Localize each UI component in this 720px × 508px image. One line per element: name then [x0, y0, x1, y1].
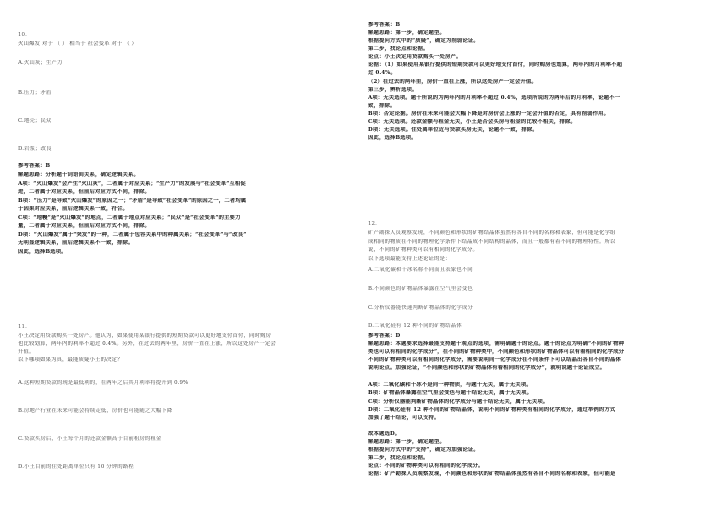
- question-11-option-c[interactable]: C.贷款买房后，小王每个月的还款金额高于目前租房的租金: [18, 436, 162, 442]
- question-10-option-c[interactable]: C.地壳；民众: [18, 118, 52, 124]
- analysis-line: 论点：小王决定用贷款购买一处房产。: [368, 54, 462, 60]
- analysis-line: B项：“压力”是导致“火山爆发”的原因之一；“矛盾”是导致“社会变革”的原因之一，二者均属: [18, 198, 247, 204]
- left-column: [18, 0, 338, 508]
- analysis-line: D项：“火山爆发”属于“突发”的一种，二者属于包容关系中的种属关系；“社会变革”与“改良”: [18, 232, 247, 238]
- analysis-line: 故本题选D。: [368, 431, 401, 437]
- analysis-line: 根据提问方式中的“质疑”，确定为削弱论证。: [368, 38, 479, 44]
- question-12-stem-line: 成相同的物质在不同的物理化学条件下结晶成不同结构的晶体，而且一般都有着不同的物理特性。所以: [368, 239, 616, 245]
- analysis-line: C项：无关选项。还款金额与租金无关，小王是否会买房与租金的比较不相关，排除。: [368, 119, 576, 125]
- analysis-line: B项：否定论据。房价在未来可能会大幅下降是对房价会上涨的一定会升值的否定，具有削弱作用。: [368, 111, 610, 117]
- analysis-line: D项：无关选项。住处离单位近与贷款买房无关，论题不一致，排除。: [368, 127, 538, 133]
- question-11-stem-line: 小王决定用贷款购买一处房产。他认为，如果使用某银行提供的短期贷款可以更好地支付首付，同时购房: [18, 333, 271, 339]
- question-12-option-c[interactable]: C.分析仪器能快速判断矿物晶体的化学成分: [368, 305, 473, 311]
- question-11-option-d[interactable]: D.小王目前的住处距离单位只有 10 分钟的路程: [18, 464, 134, 470]
- question-10-answer-right: 参考答案：B: [368, 22, 401, 28]
- question-12-option-a[interactable]: A.二氧化碳和干冰名称不同而且表象也不同: [368, 267, 473, 273]
- analysis-line: 加强了题干结论，可以支持。: [368, 415, 440, 421]
- question-11-number: 11.: [18, 324, 27, 330]
- analysis-line: 解题思路：分析题干词语间关系，确定逻辑关系。: [18, 172, 139, 178]
- question-12-option-b[interactable]: B.不同颜色的矿物晶体暴露在空气里会变色: [368, 286, 473, 292]
- question-12-answer: 参考答案：D: [368, 333, 401, 339]
- analysis-line: A项：无关选项。题干所说的为两年内的月利率不超过 0.4%，选项所说的为两年后的月利率，论题不一: [368, 95, 621, 101]
- analysis-line: 论据：（1）如果使用某银行提供的短期贷款可以更好地支付首付，同时购房也划算，两年内的月利率不超: [368, 62, 623, 68]
- question-10-number: 10.: [18, 32, 27, 38]
- analysis-line: 说明论点。加强论证，“不同颜色和形状的矿物晶体有着相同的化学成分”，就明说题干论证成立。: [368, 365, 606, 371]
- question-11-option-a[interactable]: A.这种短期贷款的现是最低利的，在两年之后其月利率将提升到 0.9%: [18, 380, 189, 386]
- question-10-option-b[interactable]: B.压力；矛盾: [18, 90, 52, 96]
- question-12-number: 12.: [368, 221, 377, 227]
- analysis-line: 解题思路：第一步，确定题型。: [368, 30, 445, 36]
- analysis-line: 论据：矿产勘探人员观察发现，不同颜色和形状的矿物结晶体虽然有各自不同的名称和表象，但可能是: [368, 471, 616, 477]
- analysis-line: D项：二氧化硅有 12 种不同的矿物结晶体，说明不同的矿物种类有相同的化学成分，通过举例的方式: [368, 407, 616, 413]
- analysis-line: （2）在过去的两年里，房价一直在上涨，所以这处房产一定会升值。: [368, 79, 537, 85]
- question-12-stem-line: 说，不同的矿物种类可以有相同的化学成分。: [368, 247, 478, 253]
- question-11-stem-line: 升值。: [18, 349, 35, 355]
- analysis-line: 过 0.4%。: [368, 70, 396, 76]
- analysis-line: C项：分析仪器能判断矿物晶体的化学成分与题干结论无关，属于无关项。: [368, 399, 549, 405]
- analysis-line: B项：矿物晶体暴露在空气里会变色与题干结论无关，属于无关项。: [368, 390, 533, 396]
- analysis-line: 无明显逻辑关系，前后逻辑关系不一致，排除。: [18, 240, 134, 246]
- analysis-line: A项：二氧化碳和干冰不是同一种物质，与题干无关，属于无关项。: [368, 382, 532, 388]
- analysis-line: 类也可以有相同的化学成分”，在不同的矿物种类中，不同颜色和形状的矿物晶体可以有着相同的化学成分: [368, 349, 625, 355]
- question-11-option-b[interactable]: B.房地产行业在未来可能会持续走低，房价也可能随之大幅下降: [18, 408, 173, 414]
- analysis-line: 论点：不同的矿物种类可以有相同的化学成分。: [368, 463, 484, 469]
- question-10-stem: 火山爆发 对于 （ ） 相当于 社会变革 对于 （ ）: [18, 41, 138, 47]
- question-11-prompt: 以下哪项如果为真，最能质疑小王的决定？: [18, 357, 123, 363]
- analysis-line: 解题思路：第一步，确定题型。: [368, 439, 445, 445]
- analysis-line: 进，二者属于对应关系，但前后对应方式不同，排除。: [18, 189, 150, 195]
- analysis-line: 根据提问方式中的“支持”，确定为加强论证。: [368, 447, 479, 453]
- question-10-answer: 参考答案：B: [18, 163, 51, 169]
- analysis-line: 因此，选择B选项。: [18, 249, 67, 255]
- question-10-option-d[interactable]: D.岩浆；改良: [18, 146, 52, 152]
- question-11-stem-line: 也比较划算，两年内的利率不超过 0.4%。另外，在过去的两年里，房价一直在上涨，所以这处房产一定会: [18, 341, 276, 347]
- analysis-line: C项：“地幔”是“火山爆发”的地点，二者属于地点对应关系；“民众”是“社会变革”的主要力: [18, 215, 241, 221]
- analysis-line: 第二步，找论点和论据。: [368, 46, 429, 52]
- question-12-prompt: 以下选项最能支持上述论证的是：: [368, 256, 451, 262]
- analysis-line: 第二步，找论点和论据。: [368, 455, 429, 461]
- analysis-line: 量，二者属于对应关系，但前后对应方式不同，排除。: [18, 223, 150, 229]
- question-12-option-d[interactable]: D.二氧化硅有 12 种不同的矿物结晶体: [368, 323, 462, 329]
- question-10-option-a[interactable]: A.火山灰；生产力: [18, 60, 63, 66]
- analysis-line: A项：“火山爆发”会产生“火山灰”，二者属于对应关系；“生产力”的发展与“社会变革”互相促: [18, 181, 246, 187]
- analysis-line: 因此，选择B选项。: [368, 135, 417, 141]
- analysis-line: 于因果对应关系，前后逻辑关系一致，符合。: [18, 206, 128, 212]
- question-12-stem-line: 矿产勘探人员观察发现，不同颜色和形状的矿物结晶体虽然有各自不同的名称和表象，但可能是化学组: [368, 230, 616, 236]
- analysis-line: 解题思路：本题要求选择最能支持题干观点的选项，需明确题干的论点。题干的论点为明确“不同的矿物种: [368, 341, 625, 347]
- analysis-line: 致，排除。: [368, 103, 396, 109]
- analysis-line: 不同的矿物种类可以有相同的化学成分，需要说明同一化学成分在不同条件下可以结晶出各自不同的晶体: [368, 357, 621, 363]
- right-column: [368, 0, 702, 508]
- analysis-line: 第三步，辨析选项。: [368, 87, 418, 93]
